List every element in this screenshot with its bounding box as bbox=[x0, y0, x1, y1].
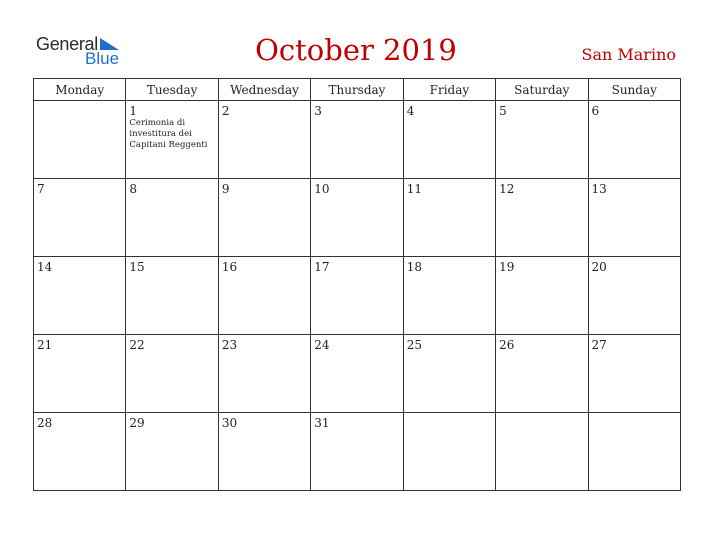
holiday-event: Cerimonia di investitura dei Capitani Reggenti bbox=[129, 118, 208, 150]
day-cell bbox=[34, 179, 126, 257]
day-number: 1 bbox=[129, 104, 138, 118]
day-cell bbox=[496, 179, 588, 257]
day-cell bbox=[496, 101, 588, 179]
weekday-friday: Friday bbox=[403, 79, 495, 101]
day-number: 27 bbox=[591, 338, 607, 352]
day-cell bbox=[34, 257, 126, 335]
weekday-sunday: Sunday bbox=[588, 79, 680, 101]
day-number: 16 bbox=[221, 260, 238, 274]
day-number: 11 bbox=[406, 182, 422, 196]
day-cell bbox=[126, 257, 218, 335]
day-cell bbox=[403, 413, 495, 491]
day-number: 3 bbox=[314, 104, 322, 118]
calendar-title: October 2019 bbox=[255, 33, 457, 67]
day-number: 22 bbox=[129, 338, 145, 352]
day-number: 31 bbox=[314, 416, 330, 430]
day-number: 4 bbox=[406, 104, 415, 118]
day-cell bbox=[218, 335, 310, 413]
day-cell bbox=[403, 257, 495, 335]
weekday-monday: Monday bbox=[34, 79, 126, 101]
day-number: 25 bbox=[406, 338, 422, 352]
day-number: 28 bbox=[37, 416, 53, 430]
weekday-saturday: Saturday bbox=[496, 79, 588, 101]
day-cell bbox=[34, 413, 126, 491]
day-cell bbox=[218, 179, 310, 257]
calendar-body bbox=[34, 101, 681, 491]
day-number: 17 bbox=[314, 260, 330, 274]
day-cell bbox=[311, 101, 403, 179]
day-number: 5 bbox=[499, 104, 507, 118]
weekday-thursday: Thursday bbox=[311, 79, 403, 101]
day-cell bbox=[311, 335, 403, 413]
week-row bbox=[34, 257, 681, 335]
week-row bbox=[34, 101, 681, 179]
day-cell bbox=[496, 335, 588, 413]
day-cell bbox=[311, 179, 403, 257]
day-cell bbox=[588, 413, 680, 491]
day-cell bbox=[218, 257, 310, 335]
day-number: 10 bbox=[314, 182, 330, 196]
day-number: 14 bbox=[37, 260, 53, 274]
day-number: 29 bbox=[129, 416, 145, 430]
day-cell bbox=[403, 101, 495, 179]
day-number: 21 bbox=[37, 338, 53, 352]
day-cell bbox=[588, 335, 680, 413]
day-cell bbox=[311, 257, 403, 335]
day-cell bbox=[34, 335, 126, 413]
day-number: 15 bbox=[129, 260, 145, 274]
day-cell bbox=[588, 257, 680, 335]
day-number: 9 bbox=[221, 182, 230, 196]
day-number: 2 bbox=[221, 104, 230, 118]
day-number: 26 bbox=[499, 338, 515, 352]
day-number: 19 bbox=[499, 260, 515, 274]
day-cell bbox=[403, 335, 495, 413]
day-cell bbox=[588, 179, 680, 257]
day-number: 8 bbox=[129, 182, 138, 196]
weekday-wednesday: Wednesday bbox=[218, 79, 310, 101]
day-cell bbox=[218, 101, 310, 179]
day-number: 12 bbox=[499, 182, 515, 196]
day-cell bbox=[126, 179, 218, 257]
day-cell bbox=[126, 335, 218, 413]
day-number: 13 bbox=[591, 182, 607, 196]
day-number: 6 bbox=[591, 104, 600, 118]
week-row bbox=[34, 335, 681, 413]
day-number: 30 bbox=[221, 416, 238, 430]
day-cell bbox=[126, 413, 218, 491]
day-cell bbox=[126, 101, 218, 179]
day-cell bbox=[311, 413, 403, 491]
country-label: San Marino bbox=[581, 45, 676, 64]
logo-text-general: General bbox=[36, 34, 98, 54]
day-number: 20 bbox=[591, 260, 607, 274]
weekday-tuesday: Tuesday bbox=[126, 79, 218, 101]
day-number: 7 bbox=[37, 182, 45, 196]
day-number: 18 bbox=[406, 260, 422, 274]
day-cell bbox=[403, 179, 495, 257]
week-row bbox=[34, 179, 681, 257]
calendar-grid bbox=[33, 78, 681, 491]
day-cell bbox=[588, 101, 680, 179]
weekday-header-row bbox=[34, 79, 681, 101]
day-cell bbox=[218, 413, 310, 491]
week-row bbox=[34, 413, 681, 491]
day-number: 24 bbox=[314, 338, 330, 352]
day-number: 23 bbox=[221, 338, 238, 352]
day-cell bbox=[496, 257, 588, 335]
day-cell bbox=[34, 101, 126, 179]
day-cell bbox=[496, 413, 588, 491]
logo-text-blue: Blue bbox=[85, 49, 120, 68]
